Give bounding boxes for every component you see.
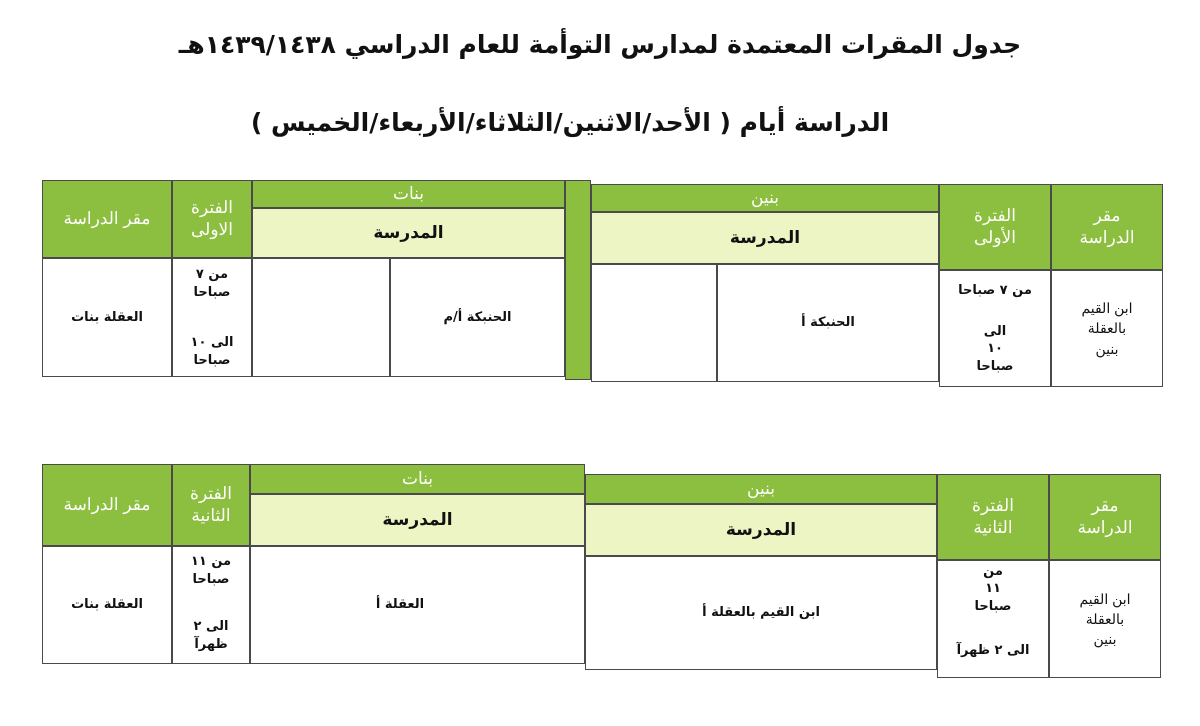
girls-school-value-1: الحنبكة أ/م: [443, 309, 512, 325]
girls-school-header-label: المدرسة: [373, 223, 444, 243]
boys-time-from: من ١١ صباحا: [974, 563, 1012, 614]
boys-school-value: ابن القيم بالعقلة أ: [702, 605, 820, 621]
boys-school-value-1: الحنبكة أ: [801, 315, 855, 331]
girls-header-label: بنات: [401, 468, 434, 488]
girls-location-header-label: مقر الدراسة: [63, 494, 151, 514]
girls-time-to: الى ٢ ظهرآ: [193, 619, 229, 652]
table-separator: [565, 180, 591, 380]
girls-location-value: العقلة بنات: [71, 597, 143, 613]
boys-time-to: الى ٢ ظهرآ: [956, 643, 1030, 659]
boys-header-label: بنين: [751, 187, 779, 207]
girls-period-header-label: الفترة الثانية: [190, 483, 232, 525]
boys-location-value: ابن القيم بالعقلة بنين: [1081, 300, 1133, 357]
boys-header-label: بنين: [747, 478, 775, 498]
boys-school-value-2: [591, 264, 717, 382]
document-title: جدول المقرات المعتمدة لمدارس التوأمة للعام الدراسي ١٤٣٩/١٤٣٨هـ: [178, 30, 1022, 59]
document-subtitle: الدراسة أيام ( الأحد/الاثنين/الثلاثاء/الأربعاء/الخميس ): [250, 108, 890, 137]
boys-location-header-label: مقر الدراسة: [1077, 495, 1133, 537]
girls-period-header-label: الفترة الاولى: [191, 197, 233, 239]
girls-school-value-2: [252, 258, 390, 377]
girls-time-from: من ٧ صباحا: [193, 267, 231, 300]
girls-time-to: الى ١٠ صباحا: [190, 335, 234, 368]
girls-school-header-label: المدرسة: [382, 510, 453, 530]
girls-header-label: بنات: [392, 183, 425, 203]
boys-time-from: من ٧ صباحا: [958, 283, 1032, 299]
boys-location-header-label: مقر الدراسة: [1079, 205, 1135, 247]
girls-location-header-label: مقر الدراسة: [63, 208, 151, 228]
boys-period-header-label: الفترة الثانية: [972, 495, 1014, 537]
boys-time-to: الى ١٠ صباحا: [976, 323, 1014, 374]
girls-time-from: من ١١ صباحا: [190, 554, 232, 587]
boys-period-header-label: الفترة الأولى: [974, 205, 1016, 247]
boys-school-header-label: المدرسة: [725, 520, 797, 540]
boys-location-value: ابن القيم بالعقلة بنين: [1079, 590, 1131, 648]
boys-school-header-label: المدرسة: [729, 228, 801, 248]
girls-school-value: العقلة أ: [375, 597, 425, 613]
girls-location-value: العقلة بنات: [71, 309, 143, 325]
